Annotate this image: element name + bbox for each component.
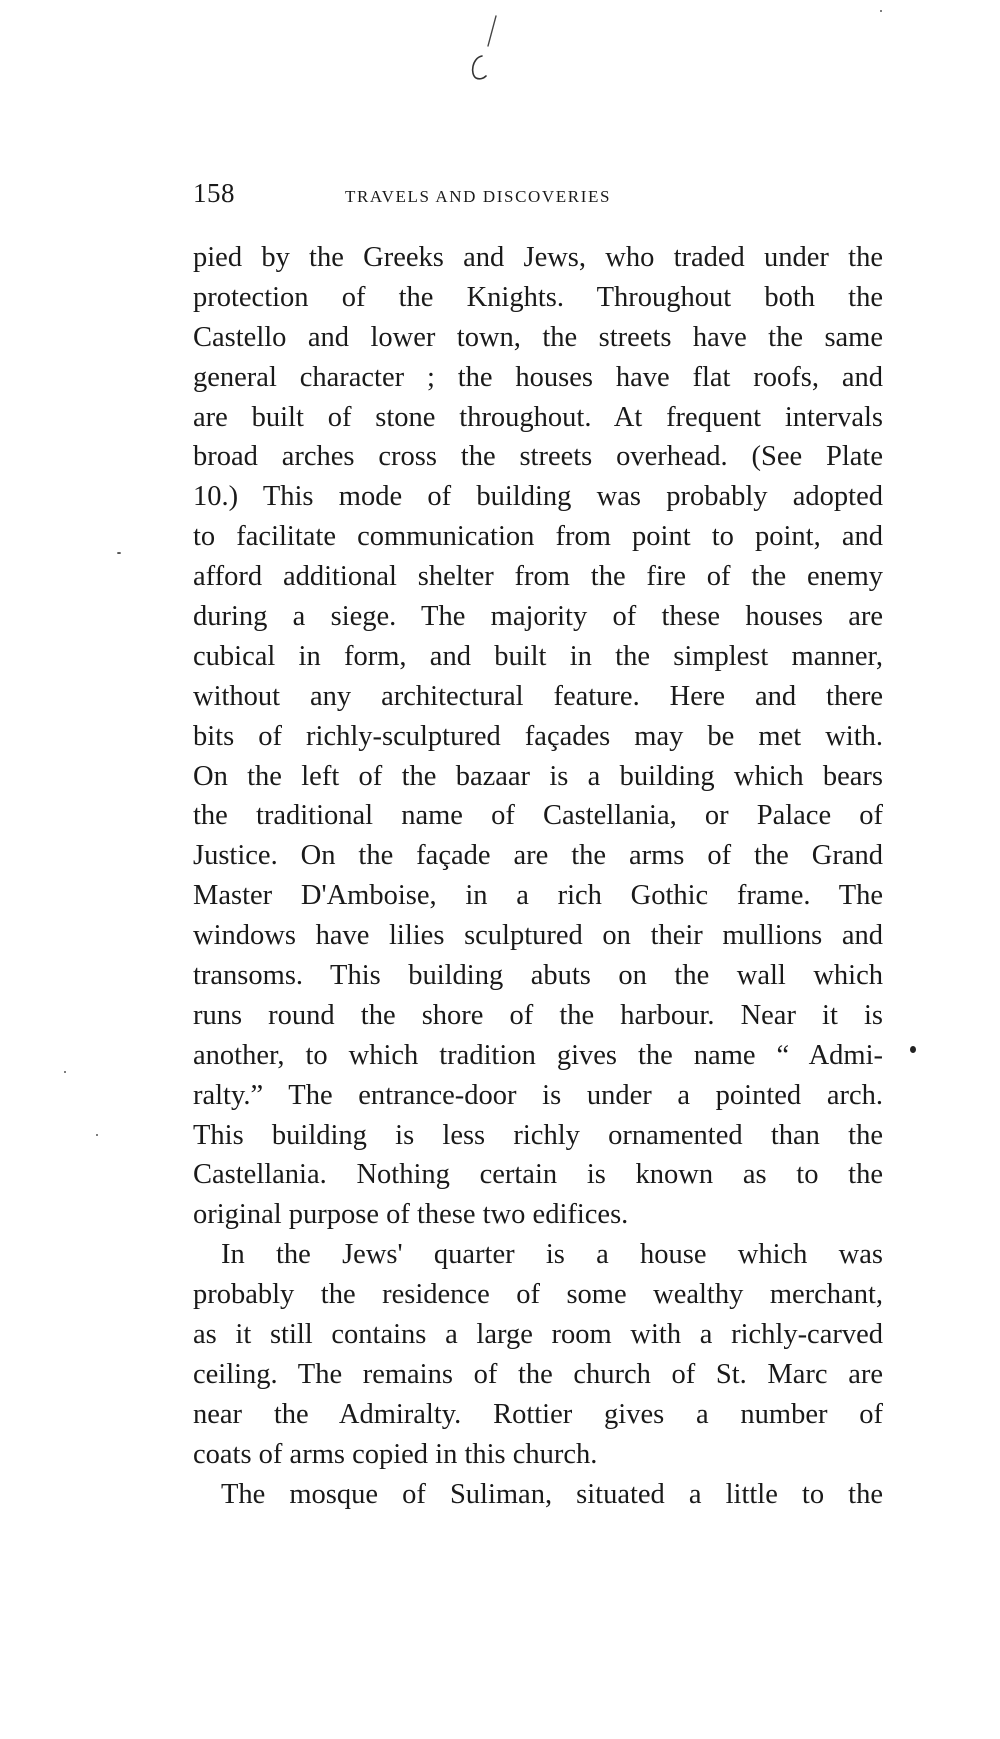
scan-speck: [96, 1134, 98, 1136]
text-line: Justice. On the façade are the arms of the Grand: [193, 840, 883, 872]
text-line: original purpose of these two edifices.: [193, 1199, 629, 1231]
text-line: On the left of the bazaar is a building which bears: [193, 760, 883, 792]
text-line: probably the residence of some wealthy merchant,: [193, 1279, 883, 1311]
running-title: TRAVELS AND DISCOVERIES: [345, 187, 612, 206]
text-line: ralty.” The entrance-door is under a pointed arch.: [193, 1079, 883, 1111]
text-line: afford additional shelter from the fire of the enemy: [193, 561, 883, 593]
text-line: broad arches cross the streets overhead. (See Plate: [193, 441, 883, 473]
text-line: transoms. This building abuts on the wall which: [193, 960, 883, 992]
pencil-annotation-mark: [462, 12, 508, 82]
text-line: Castellania. Nothing certain is known as to the: [193, 1159, 883, 1191]
text-line: The mosque of Suliman, situated a little to the: [221, 1478, 883, 1510]
text-line: bits of richly-sculptured façades may be met with.: [193, 720, 883, 752]
text-line: as it still contains a large room with a richly-carved: [193, 1319, 883, 1351]
text-line: runs round the shore of the harbour. Near it is: [193, 999, 883, 1031]
scan-speck: [880, 10, 882, 12]
text-line: 10.) This mode of building was probably adopted: [193, 481, 883, 513]
text-line: cubical in form, and built in the simplest manner,: [193, 640, 883, 672]
text-line: near the Admiralty. Rottier gives a number of: [193, 1398, 883, 1430]
text-line: Master D'Amboise, in a rich Gothic frame. The: [193, 880, 883, 912]
text-line: the traditional name of Castellania, or Palace of: [193, 800, 883, 832]
body-text: [193, 238, 883, 1515]
text-line: coats of arms copied in this church.: [193, 1438, 598, 1470]
text-line: are built of stone throughout. At frequent intervals: [193, 401, 883, 433]
text-line: pied by the Greeks and Jews, who traded under the: [193, 242, 883, 273]
scan-speck: [64, 1071, 66, 1073]
text-line: Castello and lower town, the streets have the same: [193, 321, 883, 353]
text-line: This building is less richly ornamented than the: [193, 1119, 883, 1151]
text-line: In the Jews' quarter is a house which was: [221, 1239, 883, 1271]
text-line: general character ; the houses have flat roofs, and: [193, 361, 883, 393]
running-head: [193, 178, 883, 218]
text-line: during a siege. The majority of these houses are: [193, 601, 883, 633]
text-line: windows have lilies sculptured on their mullions and: [193, 920, 883, 952]
text-line: without any architectural feature. Here and there: [193, 680, 883, 712]
text-line: another, to which tradition gives the name “ Admi-: [193, 1039, 883, 1071]
text-line: ceiling. The remains of the church of St. Marc are: [193, 1358, 883, 1390]
text-line: protection of the Knights. Throughout both the: [193, 281, 883, 313]
page-number: 158: [193, 178, 235, 208]
scan-speck: [117, 552, 121, 554]
text-line: to facilitate communication from point to point, and: [193, 521, 883, 553]
scan-speck: [910, 1046, 916, 1053]
